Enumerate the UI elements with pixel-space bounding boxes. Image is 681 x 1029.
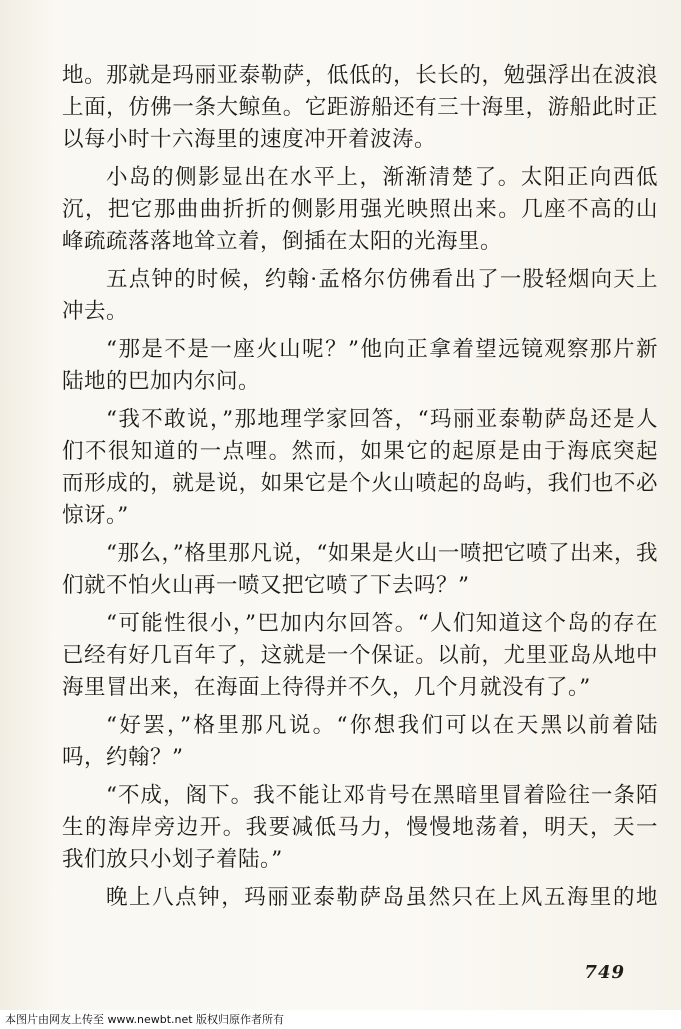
text-line: 五点钟的时候，约翰·孟格尔仿佛看出了一股轻烟向天上 (106, 267, 658, 292)
body-text (62, 60, 658, 914)
text-line: 吗，约翰？” (62, 745, 184, 770)
text-line: 小岛的侧影显出在水平上，渐渐清楚了。太阳正向西低 (106, 165, 658, 190)
text-line: 惊讶。” (62, 503, 129, 528)
text-line: “我不敢说，”那地理学家回答，“玛丽亚泰勒萨岛还是人 (106, 407, 658, 432)
text-line: 们不很知道的一点哩。然而，如果它的起原是由于海底突起 (62, 439, 658, 464)
text-line: 沉，把它那曲曲折折的侧影用强光映照出来。几座不高的山 (62, 197, 658, 222)
text-line: 生的海岸旁边开。我要减低马力，慢慢地荡着，明天，天一 (62, 815, 658, 840)
watermark-footer: 本图片由网友上传至 www.newbt.net 版权归原作者所有 (0, 1010, 681, 1029)
text-line: “可能性很小，”巴加内尔回答。“人们知道这个岛的存在 (106, 611, 658, 636)
text-line: 冲去。 (62, 299, 129, 324)
text-line: 晚上八点钟，玛丽亚泰勒萨岛虽然只在上风五海里的地 (106, 885, 658, 910)
text-line: 已经有好几百年了，这就是一个保证。以前，尤里亚岛从地中 (62, 643, 658, 668)
text-line: “不成，阁下。我不能让邓肯号在黑暗里冒着险往一条陌 (106, 783, 658, 808)
text-line: 而形成的，就是说，如果它是个火山喷起的岛屿，我们也不必 (62, 471, 658, 496)
text-line: 峰疏疏落落地耸立着，倒插在太阳的光海里。 (62, 229, 503, 254)
text-line: 我们放只小划子着陆。” (62, 847, 283, 872)
text-line: 上面，仿佛一条大鲸鱼。它距游船还有三十海里，游船此时正 (62, 95, 658, 120)
page-number: 749 (584, 962, 625, 983)
text-line: “那是不是一座火山呢？”他向正拿着望远镜观察那片新 (106, 337, 658, 362)
text-line: 陆地的巴加内尔问。 (62, 369, 261, 394)
text-line: 以每小时十六海里的速度冲开着波涛。 (62, 127, 437, 152)
text-line: “好罢，”格里那凡说。“你想我们可以在天黑以前着陆 (106, 713, 658, 738)
text-line: 海里冒出来，在海面上待得并不久，几个月就没有了。” (62, 675, 591, 700)
text-line: 地。那就是玛丽亚泰勒萨，低低的，长长的，勉强浮出在波浪 (62, 63, 658, 88)
text-line: “那么，”格里那凡说，“如果是火山一喷把它喷了出来，我 (106, 541, 658, 566)
text-line: 们就不怕火山再一喷又把它喷了下去吗？” (62, 573, 470, 598)
